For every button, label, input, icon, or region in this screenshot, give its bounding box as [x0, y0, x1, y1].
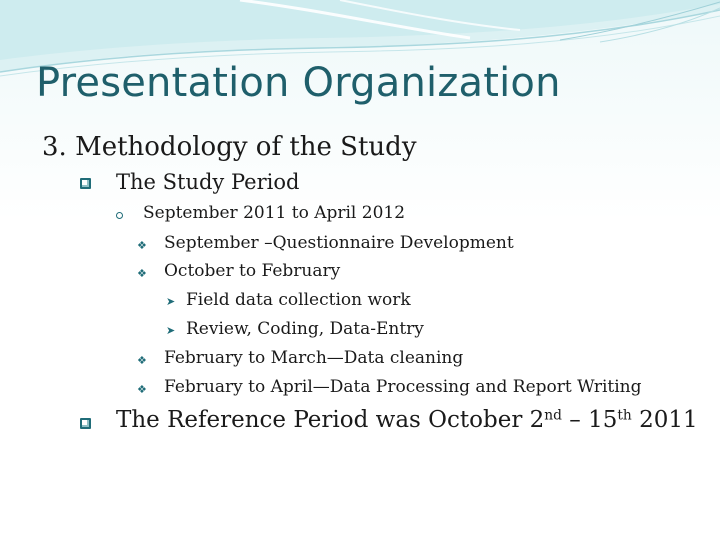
hollow-square-icon — [80, 418, 91, 429]
sub-list-item: Field data collection work — [186, 290, 411, 310]
reference-period-suffix: 2011 — [631, 407, 698, 433]
list-item: September –Questionnaire Development — [164, 233, 514, 253]
study-period-label: The Study Period — [116, 170, 300, 194]
diamond-icon: ❖ — [137, 267, 147, 280]
slide-title: Presentation Organization — [36, 60, 561, 106]
arrowhead-icon: ➤ — [166, 324, 176, 337]
sub-list-item: Review, Coding, Data-Entry — [186, 319, 424, 339]
section-heading: 3. Methodology of the Study — [42, 132, 417, 162]
reference-period-prefix: The Reference Period was October 2 — [116, 407, 545, 433]
diamond-icon: ❖ — [137, 354, 147, 367]
diamond-icon: ❖ — [137, 383, 147, 396]
list-item: February to April—Data Processing and Report Writing — [164, 377, 642, 397]
ordinal-suffix: nd — [544, 407, 562, 424]
list-item: October to February — [164, 261, 341, 281]
arrowhead-icon: ➤ — [166, 295, 176, 308]
list-item: February to March—Data cleaning — [164, 348, 464, 368]
hollow-square-icon — [80, 178, 91, 189]
reference-period-middle: – 15 — [561, 407, 618, 433]
reference-period-label — [116, 409, 698, 432]
ordinal-suffix: th — [617, 407, 632, 424]
date-range-label: September 2011 to April 2012 — [143, 203, 406, 223]
diamond-icon: ❖ — [137, 239, 147, 252]
hollow-circle-icon — [116, 212, 123, 219]
